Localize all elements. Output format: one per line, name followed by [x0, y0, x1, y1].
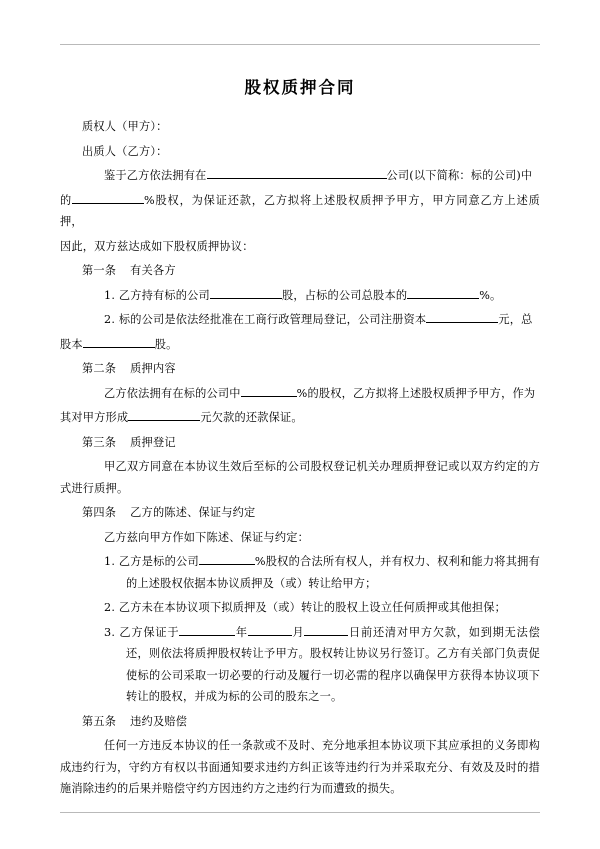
section-3-heading: 第三条 质押登记 — [82, 435, 176, 449]
blank-capital — [426, 322, 498, 323]
section-1-heading: 第一条 有关各方 — [82, 264, 176, 277]
section-4-heading: 第四条 乙方的陈述、保证与约定 — [82, 506, 256, 519]
pledgee-label: 质权人（甲方）： — [82, 120, 168, 133]
preamble-line-2: 的 %股权，为保证还款，乙方拟将上述股权质押予甲方，甲方同意乙方上述质押， — [60, 193, 541, 228]
blank-owner-percent — [199, 564, 255, 565]
preamble-line-1: 鉴于乙方依法拥有在 公司(以下简称：标的公司)中 — [104, 169, 533, 182]
blank-debt-amount — [128, 420, 200, 421]
section-4-item-1: 1. 乙方是标的公司 %股权的合法所有权人，并有权力、权利和能力将其拥有的上述股权依据本协议质押及（或）转让给甲方； — [104, 555, 540, 590]
blank-total-shares — [83, 347, 155, 348]
section-1-item-2: 2. 标的公司是依法经批准在工商行政管理局登记，公司注册资本 元，总 — [104, 313, 533, 326]
blank-equity-percent — [241, 396, 297, 397]
blank-company — [207, 178, 387, 179]
blank-year — [179, 635, 235, 636]
footer-rule — [60, 812, 540, 813]
header-rule — [60, 44, 540, 45]
section-2-para-line-1: 乙方依法拥有在标的公司中 %的股权，乙方拟将上述股权质押予甲方，作为 — [104, 386, 536, 400]
blank-percent — [72, 203, 144, 204]
page-title: 股权质押合同 — [244, 78, 356, 97]
section-2-para-line-2: 其对甲方形成 元欠款的还款保证。 — [60, 411, 303, 424]
preamble-line-3: 因此，双方兹达成如下股权质押协议： — [60, 239, 254, 253]
blank-month — [248, 635, 292, 636]
section-5-para: 任何一方违反本协议的任一条款或不及时、充分地承担本协议项下其应承担的义务即构成违约行为，守约方有权以书面通知要求违约方纠正该等违约行为并采取充分、有效及及时的措施消除违约的后果并赔偿守约方因违约方之违约行为而遭致的损失。 — [60, 739, 540, 795]
blank-share-percent — [407, 298, 479, 299]
blank-day — [304, 635, 348, 636]
section-3-para: 甲乙双方同意在本协议生效后至标的公司股权登记机关办理质押登记或以双方约定的方式进行质押。 — [60, 460, 540, 495]
section-4-lead: 乙方兹向甲方作如下陈述、保证与约定： — [104, 530, 309, 544]
pledgor-label: 出质人（乙方）： — [82, 144, 168, 158]
section-1-item-1: 1. 乙方持有标的公司 股，占标的公司总股本的 %。 — [104, 288, 502, 302]
section-4-item-2: 2. 乙方未在本协议项下拟质押及（或）转让的股权上设立任何质押或其他担保； — [104, 601, 507, 614]
section-5-heading: 第五条 违约及赔偿 — [82, 714, 188, 728]
blank-shares — [210, 298, 282, 299]
section-1-item-2-cont: 股本 股。 — [60, 337, 178, 351]
section-4-item-3: 3. 乙方保证于 年 月 日前还清对甲方欠款，如到期无法偿还，则依法将质押股权转让予甲方。股权转让协议另行签订。乙方有关部门负责促使标的公司采取一切必要的行动及履行一切必需的程序以确保甲方获得本协议项下转让的股权，并成为标的公司的股东之一。 — [104, 625, 540, 703]
section-2-heading: 第二条 质押内容 — [82, 362, 176, 375]
